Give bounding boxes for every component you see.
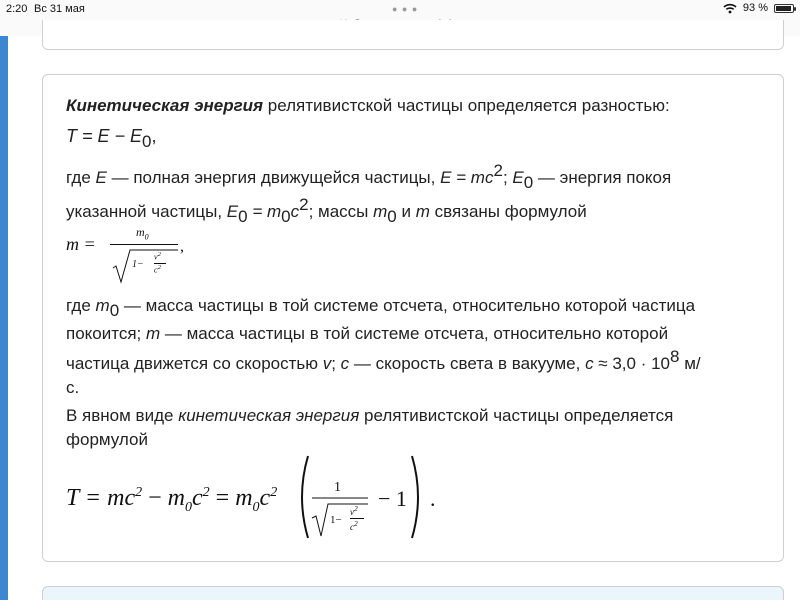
superscript: 2 [157,264,161,271]
symbol-c: c [585,354,594,373]
line-moving-mass [66,324,668,344]
operator-equals: = [215,485,230,511]
battery-percent: 93 % [742,2,768,14]
formula-subscript: 0 [142,132,152,151]
previous-card [42,20,784,50]
numerator-subscript: 0 [144,232,149,242]
symbol-c: c [191,485,203,511]
status-right [723,2,794,14]
symbol-m0: m [373,202,388,221]
text-segment: и [396,202,416,221]
superscript: 2 [270,485,278,500]
symbol-c: c [340,354,350,373]
subscript: 0 [252,499,260,515]
subscript: 0 [281,207,291,226]
formula-period: . [430,486,436,511]
minus-one: − 1 [378,486,407,511]
superscript: 2 [354,504,358,513]
fraction-bar [110,244,178,245]
multitask-dots-icon[interactable]: ● ● ● [392,4,419,14]
formula-lhs: T = E − E [66,126,143,146]
denominator-c2 [154,264,161,275]
symbol-v: v [154,252,158,262]
term-kinetic-energy: кинетическая энергия [178,406,360,425]
formula-relativistic-mass [66,226,206,286]
subscript: 0 [184,499,192,515]
line-speed-of-light [66,347,701,374]
subscript: 0 [523,173,534,192]
superscript: 2 [493,161,503,180]
numerator-one: 1 [334,480,341,495]
symbol-c: c [290,202,300,221]
term-mc: mc [107,485,136,511]
text-segment: — скорость света в вакууме, [349,354,586,373]
text-segment: — энергия покоя [533,168,672,187]
symbol-E0: E [226,202,239,221]
text-segment: ; массы [308,202,374,221]
term-kinetic-energy: Кинетическая энергия [66,96,264,115]
next-card [42,586,784,600]
superscript: 2 [202,485,210,500]
subscript: 0 [238,207,248,226]
text-segment: релятивистской частицы определяется [359,406,674,425]
symbol-m: m [95,296,110,315]
denominator-one-minus: 1− [132,259,144,270]
line-explicit-form [66,406,673,426]
text-segment: — масса частицы в той системе отсчета, относительно которой частица [119,296,696,315]
term-m0: m [167,485,185,511]
text-segment: указанной частицы, [66,202,227,221]
denominator-c2 [350,519,358,532]
symbol-c: c [259,485,271,511]
superscript: 8 [670,347,680,366]
line-formula-word: формулой [66,430,148,449]
term-m0: m [235,485,253,511]
symbol-c: c [154,265,158,275]
text-segment: связаны формулой [429,202,587,221]
formula-kinetic-energy [66,452,446,542]
denominator-v2 [154,251,161,262]
text-segment: — полная энергия движущейся частицы, [106,168,441,187]
sqrt-sign-icon [112,248,178,284]
text-segment: где [66,168,96,187]
text-segment: где [66,296,96,315]
formula-numerator [136,225,149,241]
status-date: Вс 31 мая [34,3,85,15]
line-rest-mass [66,296,696,320]
subscript: 0 [109,301,120,320]
text-segment: ≈ 3,0 · 10 [593,354,670,373]
formula-lhs: T = [66,485,102,511]
formula-main-text [66,485,277,516]
formula-comma: , [151,126,157,146]
numerator-m: m [136,225,145,239]
status-time: 2:20 [6,3,28,15]
text-segment: В явном виде [66,406,179,425]
symbol-c: c [350,522,354,532]
symbol-v: v [350,507,354,517]
symbol-E: E [95,168,107,187]
symbol-m: m [146,324,161,343]
formula-difference [66,126,157,151]
formula-comma: , [180,238,184,255]
battery-icon [774,4,794,13]
text-segment: ; [502,168,513,187]
line-rest-energy [66,195,587,226]
intro-line [66,96,670,116]
text-segment: — масса частицы в той системе отсчета, относительно которой [160,324,669,343]
formula-lhs: m = [66,234,96,254]
text-segment: частица движется со скоростью [66,354,323,373]
superscript: 2 [354,519,358,528]
denominator-v2 [350,504,358,517]
subscript: 0 [387,207,397,226]
equation-e0: = m [247,202,282,221]
denominator-one-minus: 1− [330,514,342,526]
text-segment: ; [331,354,341,373]
superscript: 2 [135,485,143,500]
line-units: с. [66,378,80,397]
superscript: 2 [157,251,161,258]
battery-level-fill [776,6,791,11]
symbol-v: v [322,354,332,373]
symbol-m: m [415,202,430,221]
left-accent-strip [0,36,8,600]
equation-e-mc: E = mc [440,168,494,187]
symbol-E0: E [512,168,524,187]
wifi-icon [723,3,737,14]
status-bar [0,0,800,18]
operator-minus: − [148,485,162,511]
text-segment: м/ [679,354,701,373]
superscript: 2 [299,195,309,214]
text-segment: покоится; [66,324,146,343]
right-paren-icon [412,456,418,538]
intro-text: релятивистской частицы определяется разностью: [263,96,670,115]
left-paren-icon [302,456,308,538]
line-full-energy [66,161,672,192]
